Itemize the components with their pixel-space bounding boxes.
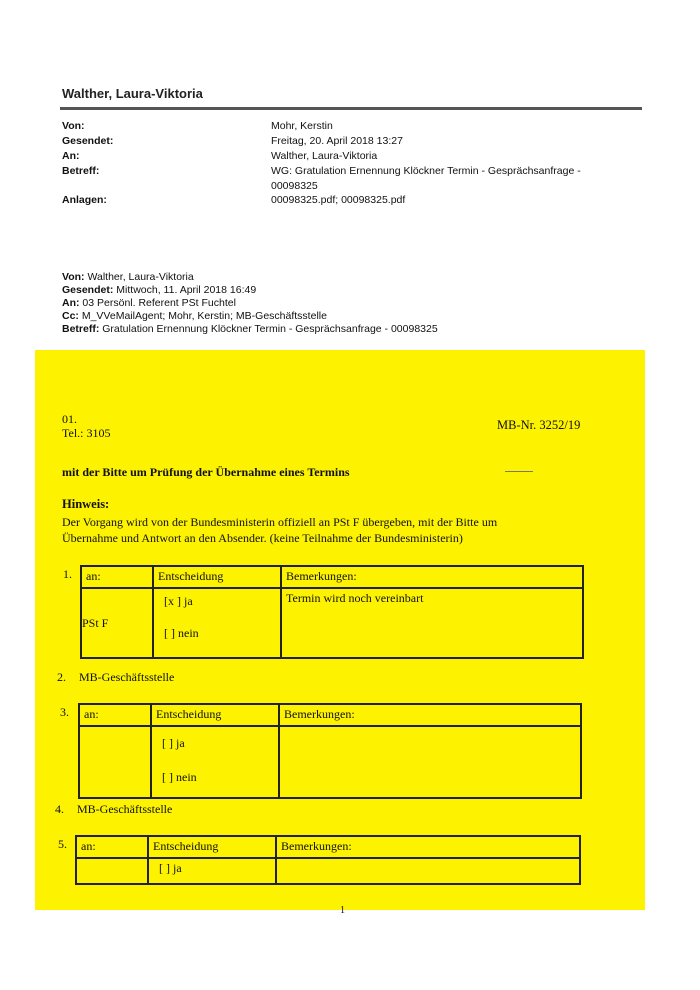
hinweis-line-1: Der Vorgang wird von der Bundesministerin offiziell an PSt F übergeben, mit der Bitte um (62, 515, 498, 529)
field-label-betreff: Betreff: (62, 165, 100, 177)
field-value-gesendet: Freitag, 20. April 2018 13:27 (271, 135, 403, 147)
fw-an: 03 Persönl. Referent PSt Fuchtel (82, 297, 236, 309)
field-value-anlagen: 00098325.pdf; 00098325.pdf (271, 194, 406, 206)
field-value-von: Mohr, Kerstin (271, 120, 333, 132)
col-entscheidung: Entscheidung (153, 566, 281, 588)
col-an: an: (81, 566, 153, 588)
slip-tel: Tel.: 3105 (62, 426, 111, 440)
col-an: an: (79, 704, 151, 726)
field-value-betreff: WG: Gratulation Ernennung Klöckner Termin - Gesprächsanfrage - 00098325 (271, 165, 581, 192)
option-ja: [ ] ja (159, 861, 182, 875)
step-4-label: MB-Geschäftsstelle (77, 802, 173, 816)
page-number: 1 (340, 905, 345, 916)
step-number-3: 3. (60, 705, 69, 719)
pencil-mark (505, 471, 533, 472)
fw-betreff: Gratulation Ernennung Klöckner Termin - Gesprächsanfrage - 00098325 (102, 323, 438, 335)
fw-betreff-label: Betreff: (62, 323, 100, 335)
slip-mb-number: MB-Nr. 3252/19 (497, 418, 581, 432)
field-label-gesendet: Gesendet: (62, 135, 114, 147)
fw-von: Walther, Laura-Viktoria (87, 271, 194, 283)
field-label-von: Von: (62, 120, 85, 132)
fw-von-label: Von: (62, 271, 85, 283)
step-number-5: 5. (58, 837, 67, 851)
decision-table-3 (78, 703, 582, 799)
recipient-cell: PSt F (81, 588, 153, 658)
hinweis-line-2: Übernahme und Antwort an den Absender. (keine Teilnahme der Bundesministerin) (62, 531, 463, 545)
col-an: an: (76, 836, 148, 858)
routing-slip (35, 350, 645, 910)
fw-cc: M_VVeMailAgent; Mohr, Kerstin; MB-Geschäftsstelle (81, 310, 327, 322)
fw-gesendet-label: Gesendet: (62, 284, 114, 296)
option-ja: [ ] ja (162, 736, 185, 750)
col-entscheidung: Entscheidung (151, 704, 279, 726)
step-number-4: 4. (55, 802, 64, 816)
fw-gesendet: Mittwoch, 11. April 2018 16:49 (116, 284, 257, 296)
col-bemerkungen: Bemerkungen: (276, 836, 580, 858)
option-ja-checked: [x ] ja (164, 594, 193, 608)
field-value-an: Walther, Laura-Viktoria (271, 150, 378, 162)
decision-table-1 (80, 565, 584, 659)
fw-cc-label: Cc: (62, 310, 79, 322)
slip-unit: 01. (62, 412, 77, 426)
header-rule (60, 107, 642, 110)
decision-table-5 (75, 835, 581, 885)
step-number-2: 2. (57, 670, 66, 684)
col-bemerkungen: Bemerkungen: (281, 566, 583, 588)
recipient-cell-empty (79, 726, 151, 798)
hinweis-label: Hinweis: (62, 497, 110, 511)
step-number-1: 1. (63, 567, 72, 581)
field-label-anlagen: Anlagen: (62, 194, 107, 206)
slip-request: mit der Bitte um Prüfung der Übernahme eines Termins (62, 465, 350, 479)
recipient-cell-empty (76, 858, 148, 884)
option-nein: [ ] nein (162, 770, 197, 784)
remark-cell-empty (276, 858, 580, 884)
step-2-label: MB-Geschäftsstelle (79, 670, 175, 684)
field-label-an: An: (62, 150, 80, 162)
remark-cell-empty (279, 726, 581, 798)
col-bemerkungen: Bemerkungen: (279, 704, 581, 726)
email-sender-name: Walther, Laura-Viktoria (62, 86, 203, 101)
fw-an-label: An: (62, 297, 80, 309)
col-entscheidung: Entscheidung (148, 836, 276, 858)
remark-cell: Termin wird noch vereinbart (281, 588, 583, 658)
option-nein: [ ] nein (164, 626, 199, 640)
